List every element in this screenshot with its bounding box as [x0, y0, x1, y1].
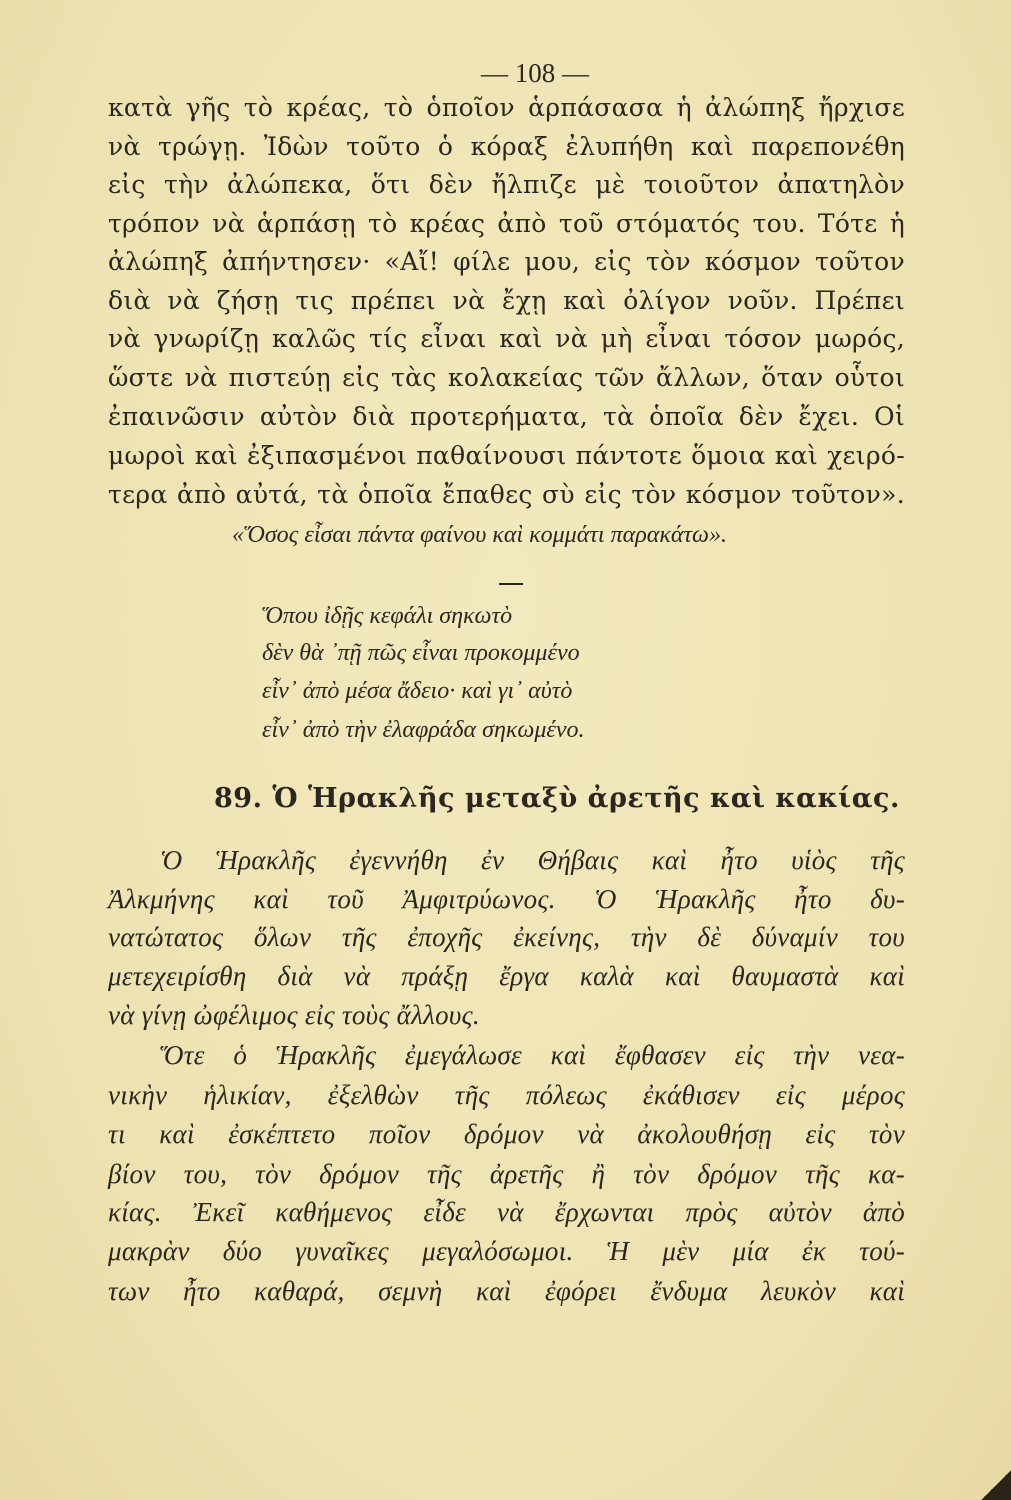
text-line: Ὁ Ἡρακλῆς ἐγεννήθη ἐν Θήβαις καὶ ἦτο υἱὸς τῆς: [160, 845, 905, 875]
text-line: Ὅτε ὁ Ἡρακλῆς ἐμεγάλωσε καὶ ἔφθασεν εἰς τὴν νεα-: [160, 1040, 905, 1070]
page-number: — 108 —: [481, 58, 589, 88]
text-line: εἰς τὴν ἀλώπεκα, ὅτι δὲν ἤλπιζε μὲ τοιοῦτον ἀπατηλὸν: [108, 170, 905, 199]
verse-line: Ὅπου ἰδῇς κεφάλι σηκωτὸ: [262, 603, 513, 629]
text-line: κατὰ γῆς τὸ κρέας, τὸ ὁποῖον ἁρπάσασα ἡ ἀλώπηξ ἤρχισε: [108, 93, 905, 122]
text-line: νατώτατος ὅλων τῆς ἐποχῆς ἐκείνης, τὴν δὲ δύναμίν του: [108, 922, 905, 952]
verse-line: εἶν᾽ ἀπὸ μέσα ἄδειο· καὶ γι᾽ αὐτὸ: [262, 678, 573, 704]
text-line: Ἀλκμήνης καὶ τοῦ Ἀμφιτρύωνος. Ὁ Ἡρακλῆς ἦτο δυ-: [108, 884, 905, 914]
text-line: μωροὶ καὶ ἐξιπασμένοι παθαίνουσι πάντοτε ὅμοια καὶ χειρό-: [108, 441, 905, 470]
text-line: νὰ τρώγῃ. Ἰδὼν τοῦτο ὁ κόραξ ἐλυπήθη καὶ παρεπονέθη: [108, 132, 905, 161]
text-line: μετεχειρίσθη διὰ νὰ πράξῃ ἔργα καλὰ καὶ θαυμαστὰ καὶ: [108, 961, 905, 991]
text-line: κίας. Ἐκεῖ καθήμενος εἶδε νὰ ἔρχωνται πρὸς αὐτὸν ἀπὸ: [108, 1197, 905, 1227]
section-heading: 89. Ὁ Ἡρακλῆς μεταξὺ ἀρετῆς καὶ κακίας.: [214, 783, 900, 814]
text-line: νὰ γίνῃ ὠφέλιμος εἰς τοὺς ἄλλους.: [108, 1000, 480, 1030]
text-line: βίον του, τὸν δρόμον τῆς ἀρετῆς ἢ τὸν δρόμον τῆς κα-: [108, 1159, 905, 1189]
proverb: «Ὅσος εἶσαι πάντα φαίνου καὶ κομμάτι παρακάτω».: [232, 522, 727, 548]
text-line: νὰ γνωρίζῃ καλῶς τίς εἶναι καὶ νὰ μὴ εἶναι τόσον μωρός,: [108, 324, 905, 353]
verse-line: δὲν θὰ ᾽πῇ πῶς εἶναι προκομμένο: [262, 640, 580, 666]
text-line: ὥστε νὰ πιστεύῃ εἰς τὰς κολακείας τῶν ἄλλων, ὅταν οὗτοι: [108, 363, 905, 392]
text-line: τι καὶ ἐσκέπτετο ποῖον δρόμον νὰ ἀκολουθήσῃ εἰς τὸν: [108, 1119, 905, 1149]
separator-dash: [499, 583, 523, 585]
text-line: τρόπον νὰ ἁρπάσῃ τὸ κρέας ἀπὸ τοῦ στόματός του. Τότε ἡ: [108, 209, 905, 238]
text-line: τερα ἀπὸ αὐτά, τὰ ὁποῖα ἔπαθες σὺ εἰς τὸν κόσμον τοῦτον».: [108, 480, 905, 509]
text-line: μακρὰν δύο γυναῖκες μεγαλόσωμοι. Ἡ μὲν μία ἐκ τού-: [108, 1236, 905, 1266]
text-line: νικὴν ἡλικίαν, ἐξελθὼν τῆς πόλεως ἐκάθισεν εἰς μέρος: [108, 1080, 905, 1110]
scan-corner-shadow: [981, 1470, 1011, 1500]
text-line: των ἦτο καθαρά, σεμνὴ καὶ ἐφόρει ἔνδυμα λευκὸν καὶ: [108, 1276, 905, 1306]
text-line: ἐπαινῶσιν αὐτὸν διὰ προτερήματα, τὰ ὁποῖα δὲν ἔχει. Οἱ: [108, 402, 905, 431]
text-line: διὰ νὰ ζήσῃ τις πρέπει νὰ ἔχῃ καὶ ὀλίγον νοῦν. Πρέπει: [108, 286, 905, 315]
text-line: ἀλώπηξ ἀπήντησεν· «Αἴ! φίλε μου, εἰς τὸν κόσμον τοῦτον: [108, 247, 905, 276]
verse-line: εἶν᾽ ἀπὸ τὴν ἐλαφράδα σηκωμένο.: [262, 717, 585, 743]
